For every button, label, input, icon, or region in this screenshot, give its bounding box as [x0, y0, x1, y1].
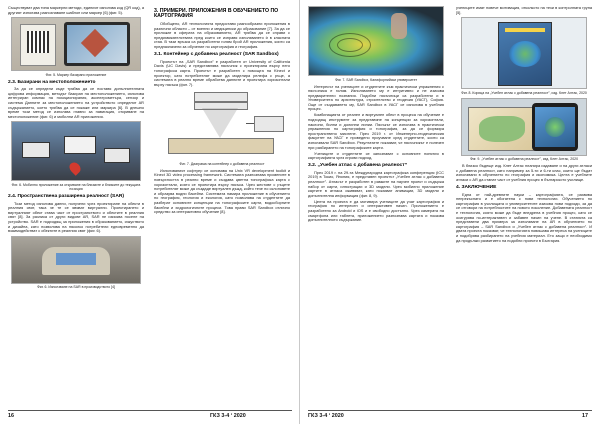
section-heading: 3.1. Контейнер с добавена реалност (SAR Sandbox) — [154, 52, 279, 58]
paragraph: В близко бъдеще изд. Клет Алтас планира издаване и на други атласи с добавена реалност, като например за 5-ти и 6-ти клас, които ще бъдат използвани в обучението по география и икономика. Целта е учебните атласи с AR да станат част от учебния процес в българското училище. — [456, 163, 592, 182]
issue-label: ГКЗ 3-4 ‘ 2020 — [210, 413, 246, 419]
smartphone-device — [532, 103, 578, 151]
projection-overlay — [56, 253, 96, 265]
figure-caption: Фиг. 5. Маркер базирано приложение — [45, 72, 107, 77]
section-heading: 4. ЗАКЛЮЧЕНИЕ — [456, 185, 497, 191]
qr-marker-icon — [27, 31, 49, 53]
diagram-sandbox — [168, 138, 274, 154]
section-heading: 2.4. Пространствена разширена реалност (SAR) — [8, 193, 125, 199]
paragraph: Използваният софтуер се основава на Unix VR development toolkit и Kinect 3D video processing framework. Системата разпознава промените в повърхността в реално време и създава цветна топографска карта с хоризонтали, която се проектира върху пясъка. Чрез жестове с ръцете потребителят може да създаде виртуален дъжд, който тече по склоновете и образува водни басейни. Системата намира приложение в обучението по география, геология и екология, като позволява на студентите да разберат основните концепции на топографските карти, водосборните басейни и хидрологичните процеси. Това прави SAR Sandbox отлично средство за интерактивно обучение [8]. — [154, 167, 290, 215]
phone-screen — [535, 107, 575, 147]
section-heading: 3. ПРИМЕРИ. ПРИЛОЖЕНИЯ В ОБУЧЕНИЕТО ПО КАРТОГРАФИЯ — [154, 7, 279, 20]
paragraph: учениците имат повече мотивация, отколкото на тези в контролната група [5]. — [456, 5, 592, 15]
right-page-column-2 — [456, 6, 592, 245]
figure-atlas-app — [461, 98, 587, 156]
figure-caption: Фиг. 6. Използване на SAR в производството [4] — [37, 285, 115, 290]
tablet-screen — [67, 25, 127, 63]
ar-3d-object-icon — [81, 29, 109, 57]
diagram-projection-beam — [202, 108, 238, 138]
poi-card — [104, 148, 130, 163]
ar-globe-icon — [545, 117, 565, 137]
diagram-connector — [246, 123, 254, 124]
map-landmass — [479, 116, 525, 142]
paragraph: Учениците и студентите се запознават с основните понятия в картографията чрез игрови подход. — [308, 150, 444, 161]
figure-caption: Фиг. 9. „Учебен атлас с добавена реалност”, изд. Клет Алтас, 2020 — [469, 157, 579, 162]
figure-sar-sandbox-photo — [308, 6, 444, 76]
paragraph: Този метод използва данни, получени чрез проектиране на обекти в реалния свят, така че те се явяват виртуални. Проектирането и виртуалният обект става част от пространството и обектите в реалния свят [8]. За разлика от други видове AR, SAR не изисква носене на устройство. SAR е подходящ за приложения в образованието, изкуството и дизайна, като позволява на няколко потребители едновременно да взаимодействат с обектите в реалния свят (фиг. 6). — [8, 200, 144, 234]
figure-caption: Фиг. 7. SAR Sandbox, Калифорнийски университет — [334, 77, 418, 82]
atlas-page — [468, 107, 540, 151]
paragraph: Една от най-древните науки – картографията, се развива непрекъснато и е обогатена с нови технологии. Обучението по картография в училищата и университетите изисква нови подходи, за да се отговори на потребностите на новото поколение. Добавената реалност е технология, която може да бъде внедрена в учебния процес, като се осигурява по-интерактивен и забавен начин на учене. В статията са представени два примера за използване на AR в обучението по картография – SAR Sandbox и „Учебен атлас с добавена реалност”. И двата проекта показват, че технологията повишава интереса на учениците и подобрява разбирането на учебния материал. Ето защо е необходимо да продължи развитието на подобни проекти в България. — [456, 191, 592, 243]
paragraph: През 2019 г. на 29-та Международна картографска конференция (ICC 2019) в Токио, Япония, е представен проектът „Учебен атлас с добавена реалност”. Атласът е разработен в рамките на научен проект и съдържа набор от карти, илюстрации и 3D модели. Чрез мобилно приложение картите в атласа оживяват, като показват анимации, 3D модели и допълнителна информация (фиг. 8, 9). — [308, 169, 444, 198]
contour-line — [337, 38, 363, 52]
globe-icon — [509, 41, 541, 67]
paper-sheet — [20, 24, 56, 66]
left-page-column-1 — [8, 6, 144, 292]
diagram-projector-box — [194, 92, 248, 102]
footer-rule — [308, 410, 592, 411]
figure-caption: Фиг. 7. Диаграма на контейнер с добавена реалност — [179, 161, 265, 166]
right-page-column-1 — [308, 6, 444, 224]
atlas-cover — [498, 22, 552, 86]
paragraph: Комбинацията от реален и виртуален обект в процеса на обучение е подходящ инструмент за представяне на концепции за хоризонтали, наклони, билни и долинни линии. Пясъкът се използва в практически упражнения по картография и топография, за да се формира пространствено мислене. През 2019 г. от Инженерно-геодезическия факултет на УАСГ е проведено проучване сред студентите, които са използвали SAR Sandbox. Резултатите показват, че пясъчникът е полезен при разбирането на топографските карти. — [308, 112, 444, 150]
paragraph: Интересът на учениците и студентите към практически упражнения с пясъчника е голям. Използването му е интуитивно и не изисква предварителни познания. Подобни пясъчници са разработени и в Университета по архитектура, строителство и геодезия (УАСГ), София. Още от създаването му, SAR Sandbox в УАСГ се използва в учебния процес. — [308, 83, 444, 112]
paragraph: Проектът на „SAR Sandbox” е разработен от University of California Davis (UC Davis) и представлява пясъчник с проектирана върху него топографска карта. Проектът е разработен с помощта на Kinect и проектор, като потребителят може да моделира релефа с ръце, а системата в реално време обработва данните и проектира хоризонтали върху пясъка (фиг. 7). — [154, 58, 290, 87]
left-page-column-2 — [154, 6, 290, 216]
tablet-device — [64, 22, 130, 66]
paragraph: Целта на проекта е да мотивира учениците да учат картография и география по интересен и интерактивен начин. Приложението е разработено за Android и iOS и е свободно достъпно. Чрез камерата на смартфона или таблета, приложението разпознава картата и показва допълнителното съдържание. — [308, 198, 444, 223]
paragraph: Съществуват два типа маркерни методи, единият използва код (QR код), а другият използва разпознаване шаблон или маркер [6] (фиг. 5). — [8, 5, 145, 15]
cover-title-band — [505, 28, 545, 32]
issue-label: ГКЗ 3-4 ‘ 2020 — [308, 413, 344, 419]
poi-card — [64, 136, 96, 154]
paragraph: Обобщено, AR технологията предоставя разнообразни приложения в различни области – от военни и медицински до образование [7]. За да се приложат в сферата на образованието, AR трябва да се справи с предизвикателствата пред които се изправя използването ѝ в класната стая. В тази връзка са разработени голям брой AR приложения, които са предназначени за обучение по картография и география. — [154, 21, 290, 50]
poi-card — [22, 142, 50, 158]
figure-sar-diagram — [154, 90, 288, 160]
footer-rule — [8, 410, 292, 411]
page-number: 17 — [582, 413, 588, 419]
figure-location-based-app — [11, 121, 141, 181]
section-heading: 2.3. Базирани на местоположението — [8, 79, 96, 85]
figure-marker-based-app — [11, 17, 141, 71]
diagram-computer-box — [254, 116, 284, 132]
figure-caption: Фиг. 6. Мобилно приложение за откриване на близките и близките до текущата позиция — [11, 182, 141, 191]
hand-shape — [391, 13, 407, 39]
figure-sar-production — [11, 236, 141, 284]
right-page — [300, 0, 600, 424]
paragraph: За да се определи къде трябва да се поставя допълнителната цифрова информация, методът базиран на местоположението, използва интегриран компас на позиционирания, акселерометъра, сензор и система Данните за местоположението на устройството определят AR съдържанието, което трябва да се покаже или маркира [6]. В днешно време този метод се използва главно за навигация, откриване на местоположение (фиг. 6) и мобилни AR приложения. — [8, 86, 144, 119]
page-number: 16 — [8, 413, 14, 419]
figure-atlas-cover — [461, 17, 587, 89]
section-heading: 3.2. „Учебен атлас с добавена реалност” — [308, 163, 408, 169]
figure-caption: Фиг. 8. Корица на „Учебен атлас с добавена реалност”, изд. Клет Алтас, 2020 — [461, 90, 587, 95]
